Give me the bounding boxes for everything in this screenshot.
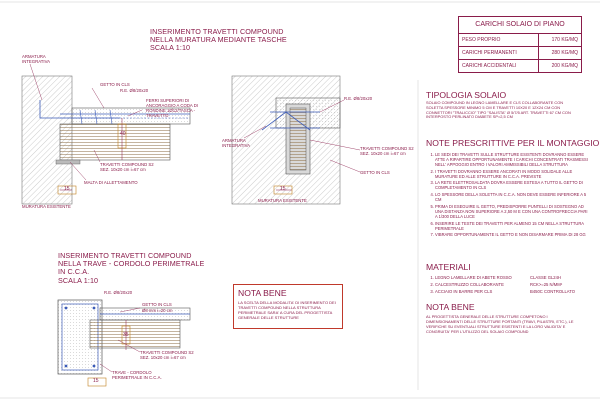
prescrizione-item: 1. LE SEDI DEI TRAVETTI SULLE STRUTTURE ESISTENTI DOVRANNO ESSERE ATTE A RIPARTIRE OPPORTUNAMENTE I CARICHI CONCENTRATI TRASMESSI NELL' APPOGGIO ENTRO I VALORI AMMISSIBILI DELLA STRUTTURA <box>435 152 590 167</box>
dim-15c: 15 <box>93 378 99 384</box>
prescrizione-item: 5. PRIMA DI ESEGUIRE IL GETTO, PREDISPORRE PUNTELLI DI SOSTEGNO AD UNA DISTANZA NON SUPERIORE A 2,50 M E CON UNA CONTROFRECCIA PARI A 1/300 DELLA LUCE <box>435 204 590 219</box>
tipologia-title: TIPOLOGIA SOLAIO <box>426 90 507 100</box>
carichi-header <box>458 16 582 33</box>
prescrizione-item: 6. INSERIRE LE TESTE DEI TRAVETTI PER ALMENO 15 CM NELLA STRUTTURA PERIMETRALE <box>435 221 590 231</box>
label-muratura: MURATURA ESISTENTE <box>22 204 71 209</box>
materiali-list <box>426 274 585 295</box>
nota-box-text: LA SCELTA DELLA MODALITA' DI INSERIMENTO DEI TRAVETTI COMPOUND NELLA STRUTTURA PERIMETRALE SARA' A CURA DEL PROGETTISTA GENERALE DELLE STRUTTURE <box>238 300 336 320</box>
label-travetti-2: TRAVETTI COMPOUND S2 SEZ. 10x20 cm i=67 cm <box>360 146 414 156</box>
label-muratura-2: MURATURA ESISTENTE <box>258 198 307 203</box>
carichi-label: PESO PROPRIO <box>459 34 539 47</box>
label-trave-cordolo: TRAVE - CORDOLO PERIMETRALE IN C.C.A. <box>112 370 162 380</box>
tipologia-text: SOLAIO COMPOUND IN LEGNO LAMELLARE E CLS COLLABORANTE CON SOLETTA SPESSORE MINIMO 5 CM E TRAVETTI 10X20 E 12X24 CM CON CONNETTORI "TRALICCIO" TIPO "SALISTA" Ø 5/7/5 ART. TRAVETTI 67 CM CON INTERPOSTO PERLINATO DIABETE SP=2,5 CM <box>426 100 571 120</box>
prescrizioni-list <box>426 152 590 239</box>
dim-35: 35 <box>123 332 129 338</box>
rebar-2 <box>93 307 96 310</box>
nota-bene-box <box>233 284 343 329</box>
joist-section <box>290 108 306 170</box>
label-getto-cls-3: GETTO IN CLS <box>142 302 172 307</box>
carichi-label: CARICHI PERMANENTI <box>459 47 539 60</box>
carichi-value: 200 KG/MQ <box>539 60 582 73</box>
leader-malta <box>70 162 86 180</box>
label-ferri-superiori: FERRI SUPERIORI DI ANCORAGGIO A CODA DI RONDINE 1Ø12/TASCA - TRAVETTO <box>146 98 199 118</box>
materiale-value: CLASSE GL24H <box>530 275 561 280</box>
dim-40: 40 <box>120 131 126 137</box>
prescrizione-item: 3. LA RETE ELETTROSALDATA DOVRA ESSERE ESTESA A TUTTO IL GETTO DI COMPLETAMENTO IN CLS <box>435 180 590 190</box>
carichi-row <box>459 34 582 47</box>
prescrizione-item: 2. I TRAVETTI DOVRANNO ESSERE ANCORATI IN MODO SOLIDALE ALLE MURATURE ED ALLE STRUTTURE IN C.C.A. PREVISTE <box>435 169 590 179</box>
section1-title-text: INSERIMENTO TRAVETTI COMPOUND NELLA MURATURA MEDIANTE TASCHE <box>150 27 287 45</box>
nota-box-title: NOTA BENE <box>238 288 287 298</box>
nota-bene-text: AL PROGETTISTA GENERALE DELLE STRUTTURE COMPETONO I DIMENSIONAMENTI DELLE STRUTTURE PORTANTI (TRAVI, PILASTRI, ETC.), LE VERIFICHE SU EVENTUALI STRUTTURE ESISTENTI E LA LORO VALIDITA' E CONGRUITA' PER L'UTILIZZO DEL SOLAIO COMPOUND <box>426 314 574 334</box>
prescrizione-item: 4. LO SPESSORE DELLA SOLETTA IN C.C.A. NON DEVE ESSERE INFERIORE A 5 CM <box>435 192 590 202</box>
materiale-label: LEGNO LAMELLARE DI ABETE ROSSO <box>435 275 512 280</box>
label-travetti: TRAVETTI COMPOUND S2 SEZ. 10x20 cm i=67 cm <box>100 162 154 172</box>
rebar-3 <box>65 365 68 368</box>
label-re: R.E. Ø8/20x20 <box>120 88 149 93</box>
carichi-label: CARICHI ACCIDENTALI <box>459 60 539 73</box>
label-getto-cls: GETTO IN CLS <box>100 82 130 87</box>
carichi-table <box>458 33 582 73</box>
mortar-bed <box>56 160 80 164</box>
materiale-item <box>435 274 585 281</box>
carichi-row <box>459 47 582 60</box>
materiale-item <box>435 288 585 295</box>
materiale-label: ACCIAIO IN BARRE PER CLS <box>435 289 493 294</box>
label-getto-cls-2: GETTO IN CLS <box>360 170 390 175</box>
nota-bene-title: NOTA BENE <box>426 302 475 312</box>
label-staffe: Ø8 mm i=20 cm <box>142 308 173 313</box>
rebar-1 <box>65 307 68 310</box>
materiali-title: MATERIALI <box>426 262 471 272</box>
label-malta: MALTA DI ALLETTAMENTO <box>84 180 138 185</box>
prescrizioni-title: NOTE PRESCRITTIVE PER IL MONTAGGIO <box>426 138 600 148</box>
prescrizione-item: 7. VIBRARE OPPORTUNAMENTE IL GETTO E NON DISARMARE PRIMA DI 28 GG <box>435 232 590 237</box>
section1-scale: SCALA 1:10 <box>150 43 191 53</box>
label-re-3: R.E. Ø8/20x20 <box>104 290 133 295</box>
carichi-row <box>459 60 582 73</box>
section2-title-text: INSERIMENTO TRAVETTI COMPOUND NELLA TRAVE - CORDOLO PERIMETRALE IN C.C.A. <box>58 251 205 277</box>
joist-beam <box>90 320 180 348</box>
dim-15: 15 <box>64 186 70 192</box>
section2-scale: SCALA 1:10 <box>58 275 99 285</box>
leader-getto <box>92 88 104 108</box>
materiale-value: RCK>=25 N/MM² <box>530 282 563 287</box>
label-re-2: R.E. Ø8/20x20 <box>344 96 373 101</box>
carichi-value: 170 KG/MQ <box>539 34 582 47</box>
materiale-value: B450C CONTROLLATO <box>530 289 575 294</box>
materiale-label: CALCESTRUZZO COLLABORANTE <box>435 282 504 287</box>
label-armatura-integrativa-2: ARMATURA INTEGRATIVA <box>222 138 251 148</box>
rebar-4 <box>93 365 96 368</box>
materiale-item <box>435 281 585 288</box>
timber-joist <box>60 124 170 160</box>
label-travetti-3: TRAVETTI COMPOUND S2 SEZ. 10x20 cm i=67 cm <box>140 350 194 360</box>
label-armatura-integrativa: ARMATURA INTEGRATIVA <box>22 54 51 64</box>
carichi-value: 280 KG/MQ <box>539 47 582 60</box>
carichi-title: CARICHI SOLAIO DI PIANO <box>475 21 565 28</box>
section2-title <box>58 252 208 285</box>
dim-15b: 15 <box>280 186 286 192</box>
section1-title <box>150 28 290 53</box>
